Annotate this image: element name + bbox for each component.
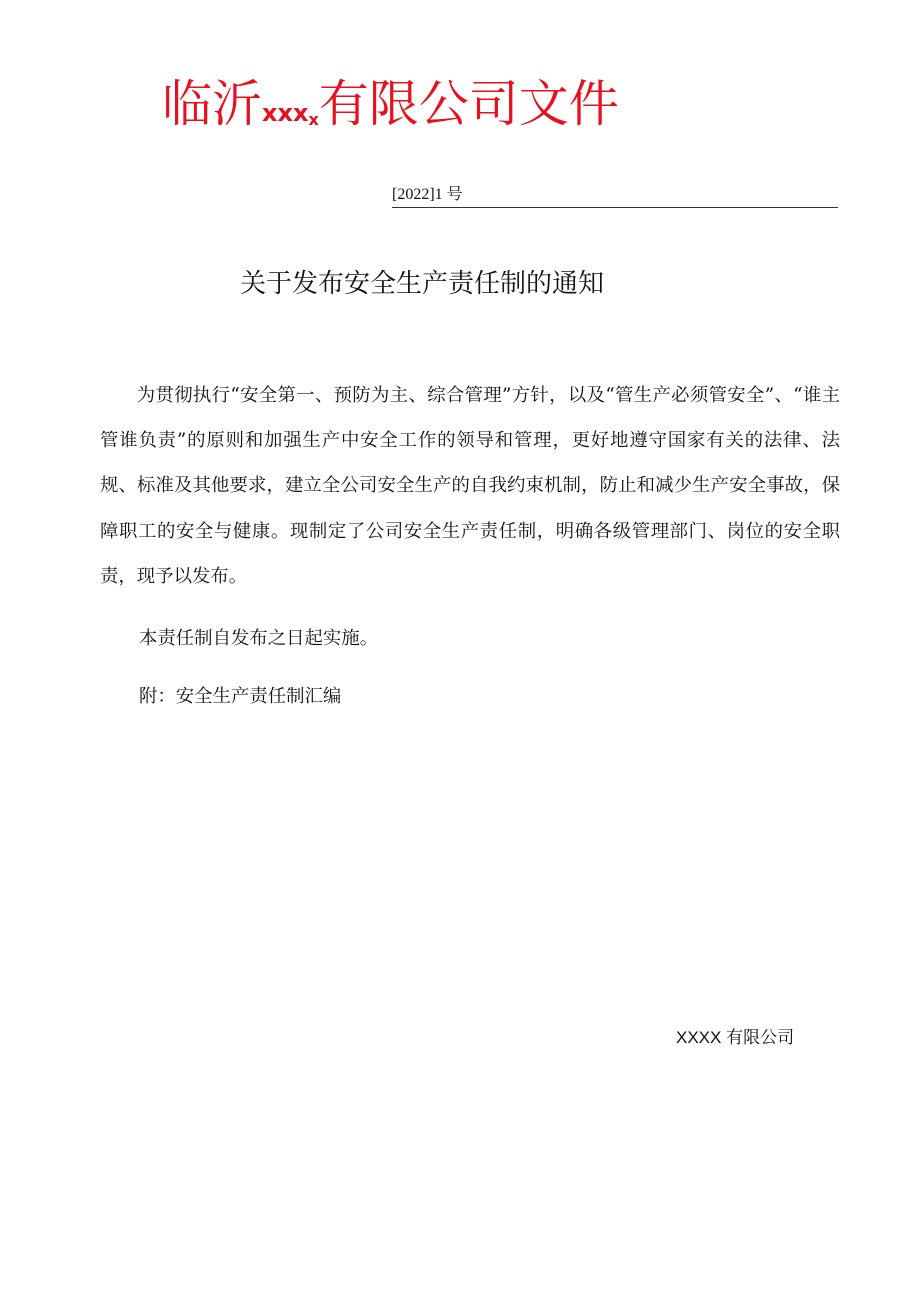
header-title-placeholder: xxx [262, 99, 309, 127]
document-header-title [162, 72, 619, 148]
company-signature: XXXX 有限公司 [676, 1028, 795, 1047]
document-number: [2022]1 号 [392, 186, 463, 203]
attachment-line: 附：安全生产责任制汇编 [139, 686, 342, 707]
notice-title: 关于发布安全生产责任制的通知 [240, 269, 605, 299]
effective-date-paragraph: 本责任制自发布之日起实施。 [139, 628, 379, 649]
header-title-placeholder-sub: x [308, 110, 319, 129]
document-number-line [392, 184, 838, 208]
header-title-suffix: 有限公司文件 [318, 75, 619, 133]
header-title-prefix: 临沂 [162, 75, 262, 133]
body-paragraph: 为贯彻执行“安全第一、预防为主、综合管理”方针，以及“管生产必须管安全”、“谁主管谁负责”的原则和加强生产中安全工作的领导和管理，更好地遵守国家有关的法律、法规、标准及其他要求，建立全公司安全生产的自我约束机制，防止和减少生产安全事故，保障职工的安全与健康。现制定了公司安全生产责任制，明确各级管理部门、岗位的安全职责，现予以发布。 [100, 385, 840, 587]
